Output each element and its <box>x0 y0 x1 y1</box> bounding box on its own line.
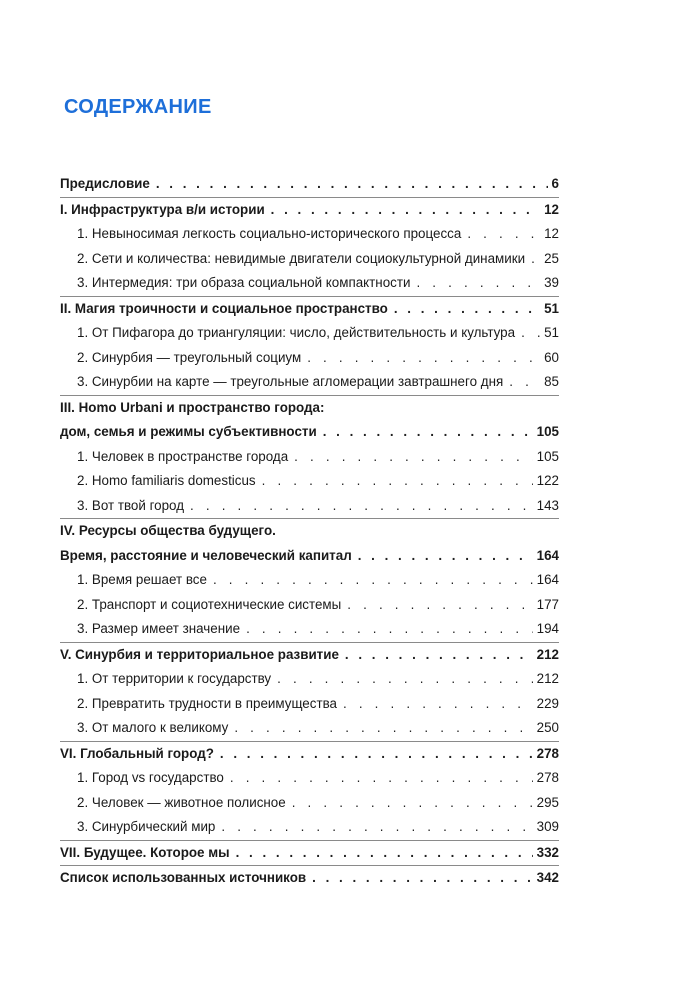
dot-leader <box>292 791 533 816</box>
toc-section-entry[interactable] <box>60 370 559 395</box>
toc-section-entry[interactable] <box>60 271 559 296</box>
toc-page-number: 278 <box>536 770 559 785</box>
toc-page-number: 143 <box>536 497 559 513</box>
toc-section-entry[interactable] <box>60 667 559 692</box>
toc-section-entry[interactable] <box>60 815 559 840</box>
toc-section-entry[interactable] <box>60 247 559 272</box>
toc-entry-title-line: III. Homo Urbani и пространство города: <box>60 399 325 415</box>
toc-section-entry[interactable] <box>60 469 559 494</box>
toc-chapter-entry[interactable] <box>60 742 559 767</box>
toc-page-number: 51 <box>544 325 559 340</box>
toc-page-number: 164 <box>536 572 559 587</box>
dot-leader <box>220 742 533 767</box>
toc-page-number: 12 <box>544 226 559 241</box>
toc-entry-label: дом, семья и режимы субъективности <box>60 424 317 439</box>
toc-entry-label: Время, расстояние и человеческий капитал <box>60 547 352 563</box>
toc-entry-label: 1. Город vs государство <box>77 770 224 785</box>
toc-page-number: 309 <box>536 819 559 834</box>
toc-page-number: 51 <box>544 300 559 316</box>
toc-section-entry[interactable] <box>60 568 559 593</box>
toc-section-entry[interactable] <box>60 617 559 642</box>
toc-chapter-entry[interactable] <box>60 519 559 568</box>
toc-entry-label: II. Магия троичности и социальное пространство <box>60 300 388 316</box>
toc-chapter-entry[interactable] <box>60 297 559 322</box>
toc-page-number: 39 <box>544 275 559 290</box>
toc-entry-label: VI. Глобальный город? <box>60 745 214 761</box>
toc-page-number: 105 <box>536 448 559 464</box>
dot-leader <box>213 568 533 593</box>
toc-section-entry[interactable] <box>60 321 559 346</box>
toc-page-number: 194 <box>536 621 559 636</box>
toc-page-number: 25 <box>544 250 559 266</box>
dot-leader <box>531 247 540 272</box>
toc-entry-label: 1. От Пифагора до триангуляции: число, действительность и культура <box>77 325 516 340</box>
toc-section-entry[interactable] <box>60 766 559 791</box>
toc-page-number: 212 <box>536 671 559 686</box>
toc-page-number: 212 <box>536 646 559 662</box>
toc-page-number: 105 <box>536 424 559 439</box>
toc-chapter-entry[interactable] <box>60 396 559 445</box>
dot-leader <box>312 866 533 891</box>
toc-entry-label: 1. Время решает все <box>77 572 207 587</box>
dot-leader <box>394 297 540 322</box>
toc-page-number: 342 <box>536 870 559 885</box>
toc-page-number: 12 <box>544 201 559 217</box>
dot-leader <box>467 222 540 247</box>
toc-entry-label: 2. Сети и количества: невидимые двигатели социокультурной динамики <box>77 250 526 266</box>
page-title: СОДЕРЖАНИЕ <box>64 96 212 118</box>
toc-page-number: 122 <box>536 473 559 488</box>
toc-page-number: 278 <box>536 745 559 761</box>
toc-section-entry[interactable] <box>60 445 559 470</box>
toc-section-entry[interactable] <box>60 222 559 247</box>
toc-page-number: 85 <box>544 374 559 389</box>
toc-section-entry[interactable] <box>60 346 559 371</box>
toc-entry-label: 3. Размер имеет значение <box>77 621 241 636</box>
toc-chapter-entry[interactable] <box>60 172 559 197</box>
toc-page-number: 250 <box>536 720 559 735</box>
dot-leader <box>343 692 533 717</box>
dot-leader <box>307 346 540 371</box>
toc-entry-label: Список использованных источников <box>60 870 307 885</box>
toc-section-entry[interactable] <box>60 716 559 741</box>
dot-leader <box>262 469 533 494</box>
dot-leader <box>347 593 532 618</box>
toc-entry-label: 3. Синурбический мир <box>77 819 216 834</box>
dot-leader <box>509 370 540 395</box>
toc-entry-label: 3. Интермедия: три образа социальной компактности <box>77 275 411 290</box>
toc-entry-label: 2. Человек — животное полисное <box>77 794 286 810</box>
dot-leader <box>277 667 533 692</box>
dot-leader <box>358 544 533 569</box>
toc-section-entry[interactable] <box>60 494 559 519</box>
toc-page-number: 332 <box>536 844 559 860</box>
toc-entry-label: VII. Будущее. Которое мы <box>60 844 230 860</box>
dot-leader <box>234 716 532 741</box>
toc-page-number: 6 <box>551 176 559 191</box>
toc-chapter-entry[interactable] <box>60 841 559 866</box>
dot-leader <box>190 494 533 519</box>
toc-entry-label: 2. Транспорт и социотехнические системы <box>77 596 342 612</box>
dot-leader <box>345 643 533 668</box>
toc-entry-label: V. Синурбия и территориальное развитие <box>60 646 339 662</box>
dot-leader <box>221 815 532 840</box>
toc-page-number: 164 <box>536 547 559 563</box>
toc-entry-label: 2. Превратить трудности в преимущества <box>77 695 337 711</box>
dot-leader <box>236 841 533 866</box>
toc-entry-label: 3. Синурбии на карте — треугольные агломерации завтрашнего дня <box>77 374 504 389</box>
toc-entry-label: 2. Синурбия — треугольный социум <box>77 349 302 365</box>
toc-page-number: 177 <box>536 596 559 612</box>
table-of-contents <box>60 172 559 891</box>
dot-leader <box>323 420 533 445</box>
toc-page-number: 60 <box>544 349 559 365</box>
toc-chapter-entry[interactable] <box>60 643 559 668</box>
toc-entry-label: 1. Невыносимая легкость социально-исторического процесса <box>77 226 462 241</box>
toc-page-number: 295 <box>536 794 559 810</box>
toc-section-entry[interactable] <box>60 692 559 717</box>
toc-page-number: 229 <box>536 695 559 711</box>
dot-leader <box>294 445 532 470</box>
toc-chapter-entry[interactable] <box>60 198 559 223</box>
toc-entry-label: I. Инфраструктура в/и истории <box>60 201 265 217</box>
dot-leader <box>246 617 533 642</box>
toc-entry-label: 3. Вот твой город <box>77 497 185 513</box>
toc-chapter-entry[interactable] <box>60 866 559 891</box>
toc-entry-label: 1. От территории к государству <box>77 671 272 686</box>
dot-leader <box>521 321 540 346</box>
dot-leader <box>156 172 548 197</box>
toc-entry-label: 1. Человек в пространстве города <box>77 448 289 464</box>
dot-leader <box>271 198 540 223</box>
toc-entry-title-line: IV. Ресурсы общества будущего. <box>60 523 276 538</box>
dot-leader <box>230 766 533 791</box>
toc-entry-label: 3. От малого к великому <box>77 720 229 735</box>
toc-entry-label: Предисловие <box>60 176 150 191</box>
toc-section-entry[interactable] <box>60 593 559 618</box>
toc-section-entry[interactable] <box>60 791 559 816</box>
dot-leader <box>416 271 540 296</box>
toc-entry-label: 2. Homo familiaris domesticus <box>77 473 256 488</box>
